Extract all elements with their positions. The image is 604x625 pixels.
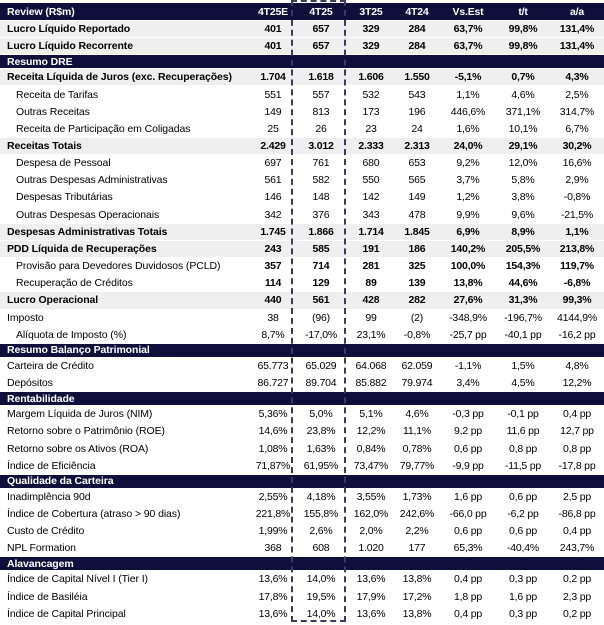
cell-value: 19,5% (306, 590, 336, 603)
cell-value: 12,0% (508, 157, 538, 170)
cell-value: 63,7% (453, 40, 483, 53)
cell-value: -11,5 pp (504, 459, 542, 472)
cell-value: 14,6% (258, 425, 288, 438)
cell-value: 1.845 (404, 225, 430, 238)
cell-value: 1.745 (260, 225, 286, 238)
table-body (0, 20, 604, 622)
cell-value: 550 (362, 174, 380, 187)
cell-value: 79.974 (401, 377, 433, 390)
cell-value: 2,5 pp (563, 490, 591, 503)
cell-value: 0,6 pp (509, 490, 537, 503)
row-label: Lucro Líquido Recorrente (7, 40, 133, 53)
cell-value: 428 (362, 294, 380, 307)
row-label: Inadimplência 90d (7, 490, 91, 503)
cell-value: 14,0% (306, 573, 336, 586)
table-row (0, 422, 604, 439)
table-header-row (0, 3, 604, 20)
cell-value: 11,6 pp (506, 425, 540, 438)
cell-value: 1,99% (258, 525, 288, 538)
table-row (0, 505, 604, 522)
table-row (0, 374, 604, 391)
cell-value: 23,1% (356, 328, 386, 341)
cell-value: 282 (408, 294, 426, 307)
cell-value: 0,4 pp (454, 573, 482, 586)
cell-value: 12,7 pp (560, 425, 594, 438)
cell-value: 0,2 pp (563, 607, 591, 620)
cell-value: 155,8% (303, 507, 339, 520)
cell-value: 608 (312, 542, 330, 555)
row-label: Índice de Cobertura (atraso > 90 dias) (7, 507, 181, 520)
cell-value: 13,6% (356, 573, 386, 586)
cell-value: 114 (264, 277, 282, 290)
cell-value: 5,36% (258, 408, 288, 421)
cell-value: 284 (408, 40, 426, 53)
cell-value: 325 (408, 260, 426, 273)
row-label: Retorno sobre os Ativos (ROA) (7, 442, 149, 455)
cell-value: 221,8% (255, 507, 291, 520)
cell-value: 2.313 (404, 140, 430, 153)
cell-value: 63,7% (453, 23, 483, 36)
cell-value: -17,8 pp (558, 459, 596, 472)
cell-value: 173 (362, 105, 380, 118)
cell-value: 154,3% (505, 260, 541, 273)
cell-value: 16,6% (562, 157, 592, 170)
cell-value: -0,8% (403, 328, 431, 341)
row-label: Índice de Capital Principal (7, 607, 126, 620)
row-label: Provisão para Devedores Duvidosos (PCLD) (16, 260, 221, 273)
column-header-4t25e: 4T25E (258, 5, 288, 18)
column-header-4t25: 4T25 (309, 5, 333, 18)
cell-value: 177 (408, 542, 426, 555)
row-label: Depósitos (7, 377, 53, 390)
row-label: Imposto (7, 311, 44, 324)
cell-value: 357 (264, 260, 282, 273)
cell-value: 401 (264, 23, 282, 36)
cell-value: 342 (264, 208, 282, 221)
cell-value: 2,9% (565, 174, 589, 187)
row-label: Outras Despesas Operacionais (16, 208, 160, 221)
cell-value: 65.029 (305, 359, 337, 372)
cell-value: 73,47% (353, 459, 389, 472)
section-header-row (0, 54, 604, 68)
cell-value: 813 (312, 105, 330, 118)
cell-value: 680 (362, 157, 380, 170)
table-row (0, 171, 604, 188)
cell-value: 5,8% (511, 174, 535, 187)
cell-value: 129 (312, 277, 330, 290)
cell-value: 585 (312, 242, 330, 255)
table-row (0, 357, 604, 374)
table-row (0, 154, 604, 171)
cell-value: 99 (365, 311, 377, 324)
cell-value: 4144,9% (556, 311, 598, 324)
column-header-4t24: 4T24 (405, 5, 429, 18)
cell-value: 6,9% (456, 225, 480, 238)
cell-value: 89 (365, 277, 377, 290)
cell-value: -0,8% (563, 191, 591, 204)
cell-value: 0,78% (402, 442, 432, 455)
cell-value: 29,1% (508, 140, 538, 153)
cell-value: 2,5% (565, 88, 589, 101)
table-row (0, 206, 604, 223)
section-header-row (0, 474, 604, 488)
cell-value: 149 (264, 105, 282, 118)
cell-value: 376 (312, 208, 330, 221)
cell-value: 9,6% (511, 208, 535, 221)
table-row (0, 439, 604, 456)
cell-value: 2.333 (358, 140, 384, 153)
row-label: Lucro Líquido Reportado (7, 23, 131, 36)
cell-value: 65.773 (257, 359, 289, 372)
cell-value: 368 (264, 542, 282, 555)
cell-value: 9,9% (456, 208, 480, 221)
cell-value: 343 (362, 208, 380, 221)
cell-value: -40,4% (506, 542, 540, 555)
cell-value: 44,6% (508, 277, 538, 290)
cell-value: 25 (267, 122, 279, 135)
column-header-t-t: t/t (518, 5, 528, 18)
row-label: PDD Líquida de Recuperações (7, 242, 157, 255)
cell-value: 401 (264, 40, 282, 53)
cell-value: 9,2% (456, 157, 480, 170)
cell-value: 99,8% (508, 23, 538, 36)
cell-value: 561 (312, 294, 330, 307)
cell-value: 2.429 (260, 140, 286, 153)
row-label: Rentabilidade (7, 392, 75, 405)
cell-value: 1,6 pp (454, 490, 482, 503)
cell-value: 242,6% (399, 507, 435, 520)
cell-value: 13,6% (258, 573, 288, 586)
row-label: Alíquota de Imposto (%) (16, 328, 127, 341)
cell-value: 8,7% (261, 328, 285, 341)
cell-value: 26 (315, 122, 327, 135)
cell-value: 4,18% (306, 490, 336, 503)
cell-value: 1.020 (358, 542, 384, 555)
cell-value: -5,1% (454, 71, 482, 84)
cell-value: 38 (267, 311, 279, 324)
row-label: Receita de Tarifas (16, 88, 99, 101)
cell-value: 1,73% (402, 490, 432, 503)
cell-value: -6,8% (563, 277, 591, 290)
cell-value: 27,6% (453, 294, 483, 307)
cell-value: 24 (411, 122, 423, 135)
cell-value: 2,0% (359, 525, 383, 538)
cell-value: 1,5% (511, 359, 535, 372)
cell-value: 0,3 pp (509, 607, 537, 620)
cell-value: 1,6 pp (509, 590, 537, 603)
row-label: Outras Despesas Administrativas (16, 174, 168, 187)
table-row (0, 588, 604, 605)
cell-value: 0,4 pp (563, 525, 591, 538)
table-row (0, 37, 604, 54)
cell-value: 9,2 pp (454, 425, 482, 438)
cell-value: 371,1% (505, 105, 541, 118)
row-label: Índice de Capital Nível I (Tier I) (7, 573, 148, 586)
cell-value: 140,2% (450, 242, 486, 255)
row-label: Margem Líquida de Juros (NIM) (7, 408, 153, 421)
row-label: Receitas Totais (7, 140, 82, 153)
cell-value: -21,5% (560, 208, 594, 221)
cell-value: 5,1% (359, 408, 383, 421)
cell-value: 10,1% (508, 122, 538, 135)
cell-value: 11,1% (403, 425, 431, 438)
cell-value: 243 (264, 242, 282, 255)
cell-value: 196 (408, 105, 426, 118)
cell-value: 561 (264, 174, 282, 187)
cell-value: 3,55% (356, 490, 386, 503)
column-header-3t25: 3T25 (359, 5, 383, 18)
cell-value: 186 (408, 242, 426, 255)
table-row (0, 488, 604, 505)
cell-value: -196,7% (504, 311, 542, 324)
table-row (0, 68, 604, 85)
cell-value: 4,6% (405, 408, 429, 421)
cell-value: 12,2% (562, 377, 592, 390)
cell-value: -6,2 pp (507, 507, 539, 520)
cell-value: 329 (362, 23, 380, 36)
column-header-a-a: a/a (570, 5, 584, 18)
table-row (0, 309, 604, 326)
cell-value: 191 (362, 242, 380, 255)
cell-value: 13,6% (258, 607, 288, 620)
cell-value: 557 (312, 88, 330, 101)
cell-value: 657 (312, 23, 330, 36)
cell-value: 3.012 (308, 140, 334, 153)
cell-value: 61,95% (303, 459, 339, 472)
table-row (0, 20, 604, 37)
cell-value: 131,4% (559, 40, 595, 53)
table-row (0, 257, 604, 274)
cell-value: 446,6% (450, 105, 486, 118)
cell-value: 0,8 pp (563, 442, 591, 455)
cell-value: 85.882 (355, 377, 387, 390)
cell-value: 2,3 pp (563, 590, 591, 603)
cell-value: 284 (408, 23, 426, 36)
table-row (0, 85, 604, 102)
row-label: Despesas Tributárias (16, 191, 113, 204)
table-row (0, 188, 604, 205)
cell-value: 13,8% (402, 573, 432, 586)
row-label: Recuperação de Créditos (16, 277, 133, 290)
row-label: Receita de Participação em Coligadas (16, 122, 191, 135)
row-label: Despesa de Pessoal (16, 157, 111, 170)
cell-value: -40,1 pp (504, 328, 542, 341)
cell-value: 13,8% (453, 277, 483, 290)
table-row (0, 240, 604, 257)
cell-value: 17,2% (402, 590, 432, 603)
cell-value: -86,8 pp (558, 507, 596, 520)
row-label: Outras Receitas (16, 105, 90, 118)
cell-value: 314,7% (559, 105, 595, 118)
cell-value: 657 (312, 40, 330, 53)
cell-value: 131,4% (559, 23, 595, 36)
cell-value: 1.866 (308, 225, 334, 238)
cell-value: 5,0% (309, 408, 333, 421)
cell-value: 2,2% (405, 525, 429, 538)
cell-value: 99,3% (562, 294, 592, 307)
cell-value: 1,08% (258, 442, 288, 455)
cell-value: 0,6 pp (454, 525, 482, 538)
cell-value: 4,3% (565, 71, 589, 84)
cell-value: 146 (264, 191, 282, 204)
row-label: Resumo Balanço Patrimonial (7, 344, 150, 357)
row-label: Resumo DRE (7, 55, 73, 68)
cell-value: 4,6% (511, 88, 535, 101)
cell-value: 1,2% (456, 191, 480, 204)
cell-value: 89.704 (305, 377, 337, 390)
cell-value: (96) (312, 311, 330, 324)
cell-value: 64.068 (355, 359, 387, 372)
section-header-row (0, 343, 604, 357)
cell-value: 205,5% (505, 242, 541, 255)
cell-value: 162,0% (353, 507, 389, 520)
column-header-vs-est: Vs.Est (452, 5, 484, 18)
cell-value: 12,2% (356, 425, 386, 438)
cell-value: 0,4 pp (563, 408, 591, 421)
cell-value: 3,8% (511, 191, 535, 204)
cell-value: 1,8 pp (454, 590, 482, 603)
cell-value: 119,7% (560, 260, 594, 273)
cell-value: 139 (408, 277, 426, 290)
cell-value: 2,55% (258, 490, 288, 503)
cell-value: 31,3% (508, 294, 538, 307)
table-row (0, 103, 604, 120)
cell-value: 4,5% (511, 377, 535, 390)
cell-value: 0,7% (511, 71, 535, 84)
cell-value: 213,8% (559, 242, 595, 255)
cell-value: 1,6% (456, 122, 480, 135)
cell-value: 551 (264, 88, 282, 101)
table-row (0, 405, 604, 422)
cell-value: 653 (408, 157, 426, 170)
cell-value: 0,8 pp (509, 442, 537, 455)
cell-value: 281 (362, 260, 380, 273)
cell-value: (2) (410, 311, 424, 324)
cell-value: -9,9 pp (452, 459, 484, 472)
table-title: Review (R$m) (7, 5, 75, 18)
table-row (0, 291, 604, 308)
cell-value: 0,4 pp (454, 607, 482, 620)
cell-value: 100,0% (450, 260, 486, 273)
cell-value: 24,0% (453, 140, 483, 153)
cell-value: 1.704 (260, 71, 286, 84)
section-header-row (0, 556, 604, 570)
row-label: Despesas Administrativas Totais (7, 225, 168, 238)
table-row (0, 120, 604, 137)
cell-value: 62.059 (401, 359, 433, 372)
cell-value: 1,1% (456, 88, 480, 101)
cell-value: -348,9% (449, 311, 487, 324)
row-label: Custo de Crédito (7, 525, 85, 538)
cell-value: 761 (312, 157, 330, 170)
section-header-row (0, 391, 604, 405)
cell-value: 478 (408, 208, 426, 221)
table-row (0, 570, 604, 587)
row-label: Alavancagem (7, 557, 74, 570)
cell-value: 3,7% (456, 174, 480, 187)
cell-value: 17,8% (258, 590, 288, 603)
table-row (0, 539, 604, 556)
cell-value: 543 (408, 88, 426, 101)
cell-value: 148 (312, 191, 330, 204)
cell-value: 2,6% (309, 525, 333, 538)
cell-value: -0,3 pp (452, 408, 484, 421)
cell-value: 30,2% (562, 140, 592, 153)
cell-value: 0,3 pp (509, 573, 537, 586)
cell-value: 1.618 (308, 71, 334, 84)
cell-value: 142 (362, 191, 380, 204)
cell-value: 99,8% (508, 40, 538, 53)
cell-value: 1,1% (565, 225, 589, 238)
cell-value: 4,8% (565, 359, 589, 372)
cell-value: -66,0 pp (449, 507, 487, 520)
cell-value: 243,7% (559, 542, 595, 555)
cell-value: 0,6 pp (454, 442, 482, 455)
cell-value: 65,3% (453, 542, 483, 555)
table-row (0, 137, 604, 154)
cell-value: 71,87% (255, 459, 291, 472)
cell-value: 1.550 (404, 71, 430, 84)
cell-value: 149 (408, 191, 426, 204)
cell-value: 23 (365, 122, 377, 135)
row-label: Lucro Operacional (7, 294, 99, 307)
row-label: Índice de Basiléia (7, 590, 88, 603)
row-label: Índice de Eficiência (7, 459, 96, 472)
cell-value: -0,1 pp (507, 408, 539, 421)
cell-value: 3,4% (456, 377, 480, 390)
cell-value: 79,77% (399, 459, 435, 472)
cell-value: 0,2 pp (563, 573, 591, 586)
cell-value: 0,84% (356, 442, 386, 455)
table-row (0, 605, 604, 622)
cell-value: 0,6 pp (509, 525, 537, 538)
row-label: Receita Líquida de Juros (exc. Recuperações) (7, 71, 232, 84)
cell-value: -1,1% (454, 359, 482, 372)
cell-value: 23,8% (306, 425, 336, 438)
cell-value: 532 (362, 88, 380, 101)
cell-value: 6,7% (565, 122, 589, 135)
cell-value: 1.606 (358, 71, 384, 84)
table-row (0, 223, 604, 240)
row-label: Qualidade da Carteira (7, 475, 114, 488)
row-label: Carteira de Crédito (7, 359, 94, 372)
cell-value: 17,9% (356, 590, 386, 603)
table-row (0, 522, 604, 539)
cell-value: 1.714 (358, 225, 384, 238)
cell-value: 329 (362, 40, 380, 53)
cell-value: 714 (312, 260, 330, 273)
cell-value: 582 (312, 174, 330, 187)
table-row (0, 274, 604, 291)
row-label: Retorno sobre o Patrimônio (ROE) (7, 425, 165, 438)
cell-value: 13,6% (356, 607, 386, 620)
cell-value: 8,9% (511, 225, 535, 238)
cell-value: 565 (408, 174, 426, 187)
cell-value: -17,0% (304, 328, 338, 341)
cell-value: 697 (264, 157, 282, 170)
table-row (0, 457, 604, 474)
row-label: NPL Formation (7, 542, 76, 555)
table-row (0, 326, 604, 343)
cell-value: 1,63% (306, 442, 336, 455)
cell-value: 13,8% (402, 607, 432, 620)
cell-value: 440 (264, 294, 282, 307)
cell-value: -16,2 pp (558, 328, 596, 341)
cell-value: -25,7 pp (449, 328, 487, 341)
cell-value: 86.727 (257, 377, 289, 390)
cell-value: 14,0% (306, 607, 336, 620)
